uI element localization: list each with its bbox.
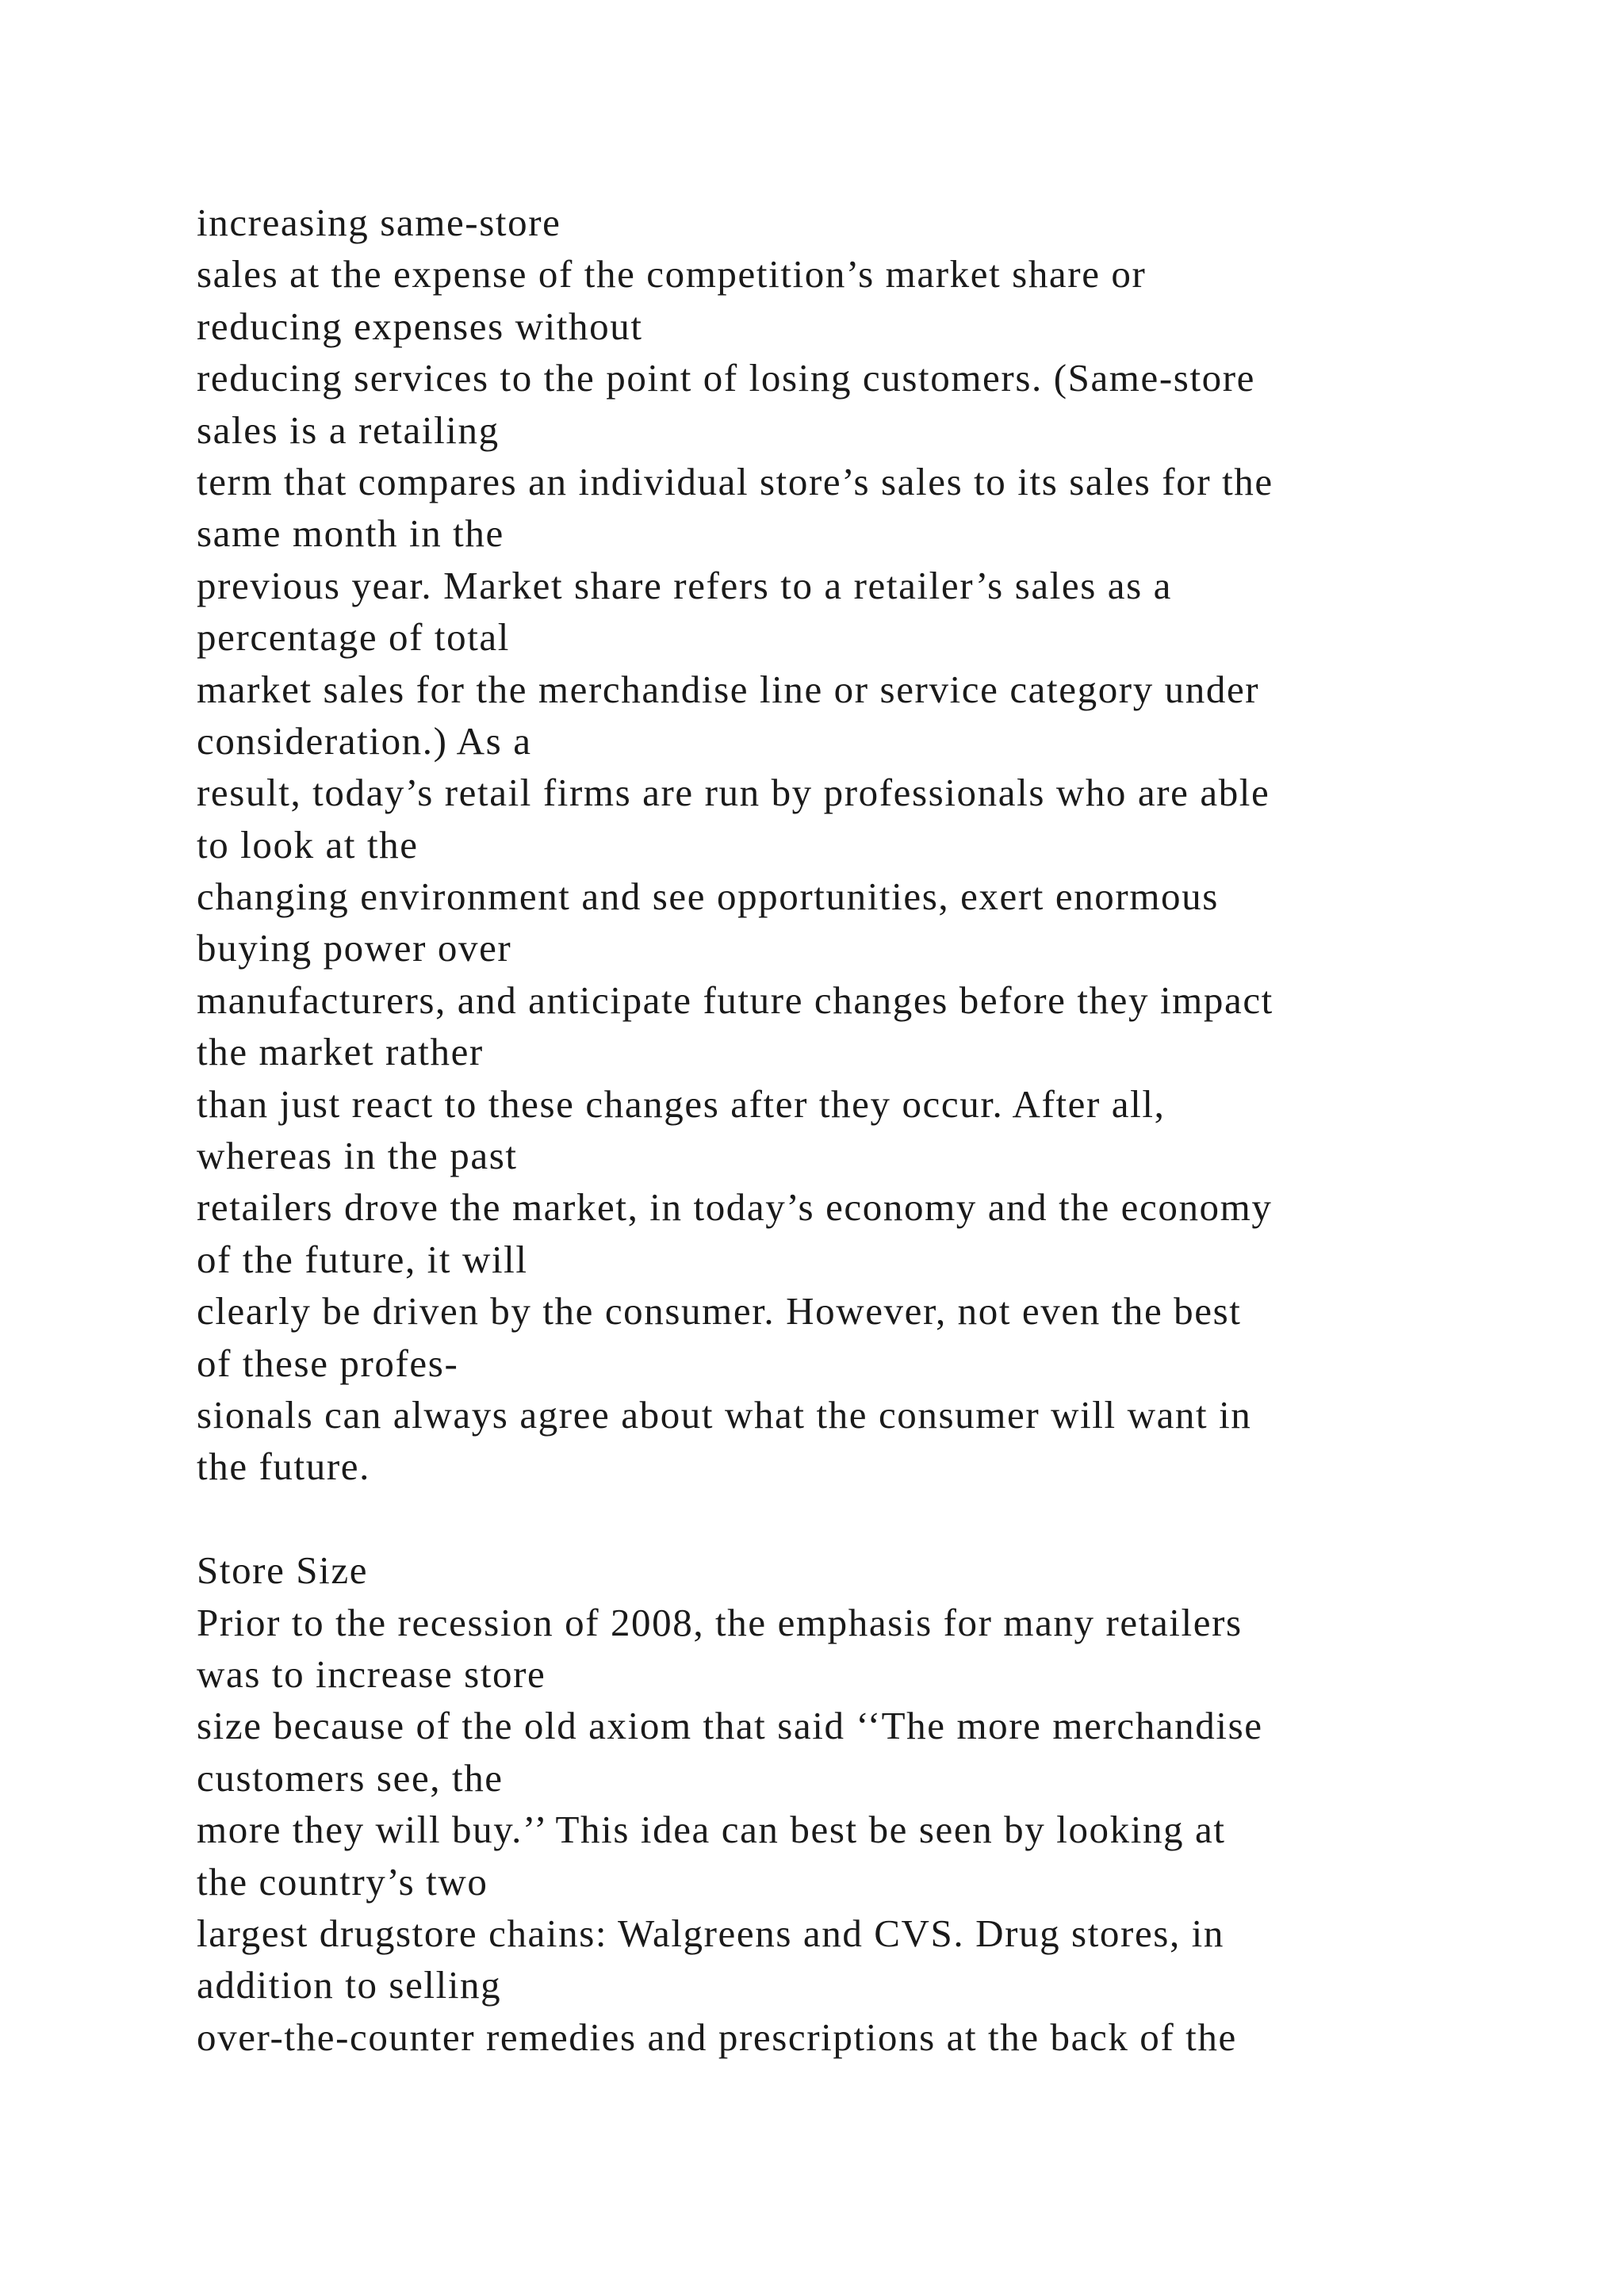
text-line: the future. [197, 1445, 370, 1489]
text-line: to look at the [197, 822, 419, 867]
text-line: buying power over [197, 926, 512, 970]
text-line: sales is a retailing [197, 408, 500, 452]
text-line: Prior to the recession of 2008, the emphasis for many retailers [197, 1600, 1243, 1644]
text-line: reducing expenses without [197, 304, 643, 348]
text-line: over-the-counter remedies and prescriptions at the back of the [197, 2015, 1237, 2059]
text-line: retailers drove the market, in today’s economy and the economy [197, 1185, 1273, 1230]
text-line: changing environment and see opportunities, exert enormous [197, 874, 1219, 919]
text-line: result, today’s retail firms are run by professionals who are able [197, 771, 1270, 815]
paragraph-1 [197, 197, 1561, 1493]
text-line: market sales for the merchandise line or service category under [197, 667, 1260, 711]
text-line: more they will buy.’’ This idea can best be seen by looking at [197, 1808, 1226, 1852]
text-line: sales at the expense of the competition’s market share or [197, 252, 1147, 297]
text-line: manufacturers, and anticipate future changes before they impact [197, 978, 1274, 1022]
section-heading: Store Size [197, 1548, 369, 1593]
text-line: was to increase store [197, 1651, 546, 1696]
text-line: increasing same-store [197, 201, 561, 244]
text-line: term that compares an individual store’s sales to its sales for the [197, 459, 1274, 503]
text-line: clearly be driven by the consumer. However, not even the best [197, 1289, 1242, 1334]
document-body [197, 197, 1561, 2063]
text-line: percentage of total [197, 615, 510, 660]
paragraph-spacer [197, 1493, 1561, 1544]
text-line: than just react to these changes after they occur. After all, [197, 1081, 1166, 1126]
text-line: same month in the [197, 511, 504, 556]
text-line: largest drugstore chains: Walgreens and CVS. Drug stores, in [197, 1911, 1224, 1955]
text-line: size because of the old axiom that said ‘‘The more merchandise [197, 1704, 1263, 1748]
text-line: reducing services to the point of losing customers. (Same-store [197, 356, 1256, 400]
text-line: of these profes- [197, 1341, 459, 1385]
text-line: whereas in the past [197, 1134, 518, 1178]
text-line: of the future, it will [197, 1237, 528, 1281]
text-line: the country’s two [197, 1859, 488, 1904]
text-line: sionals can always agree about what the consumer will want in [197, 1392, 1252, 1437]
text-line: customers see, the [197, 1755, 504, 1800]
text-line: addition to selling [197, 1963, 502, 2007]
text-line: consideration.) As a [197, 718, 532, 763]
paragraph-2 [197, 1597, 1561, 2064]
text-line: previous year. Market share refers to a retailer’s sales as a [197, 563, 1173, 607]
text-line: the market rather [197, 1030, 484, 1074]
